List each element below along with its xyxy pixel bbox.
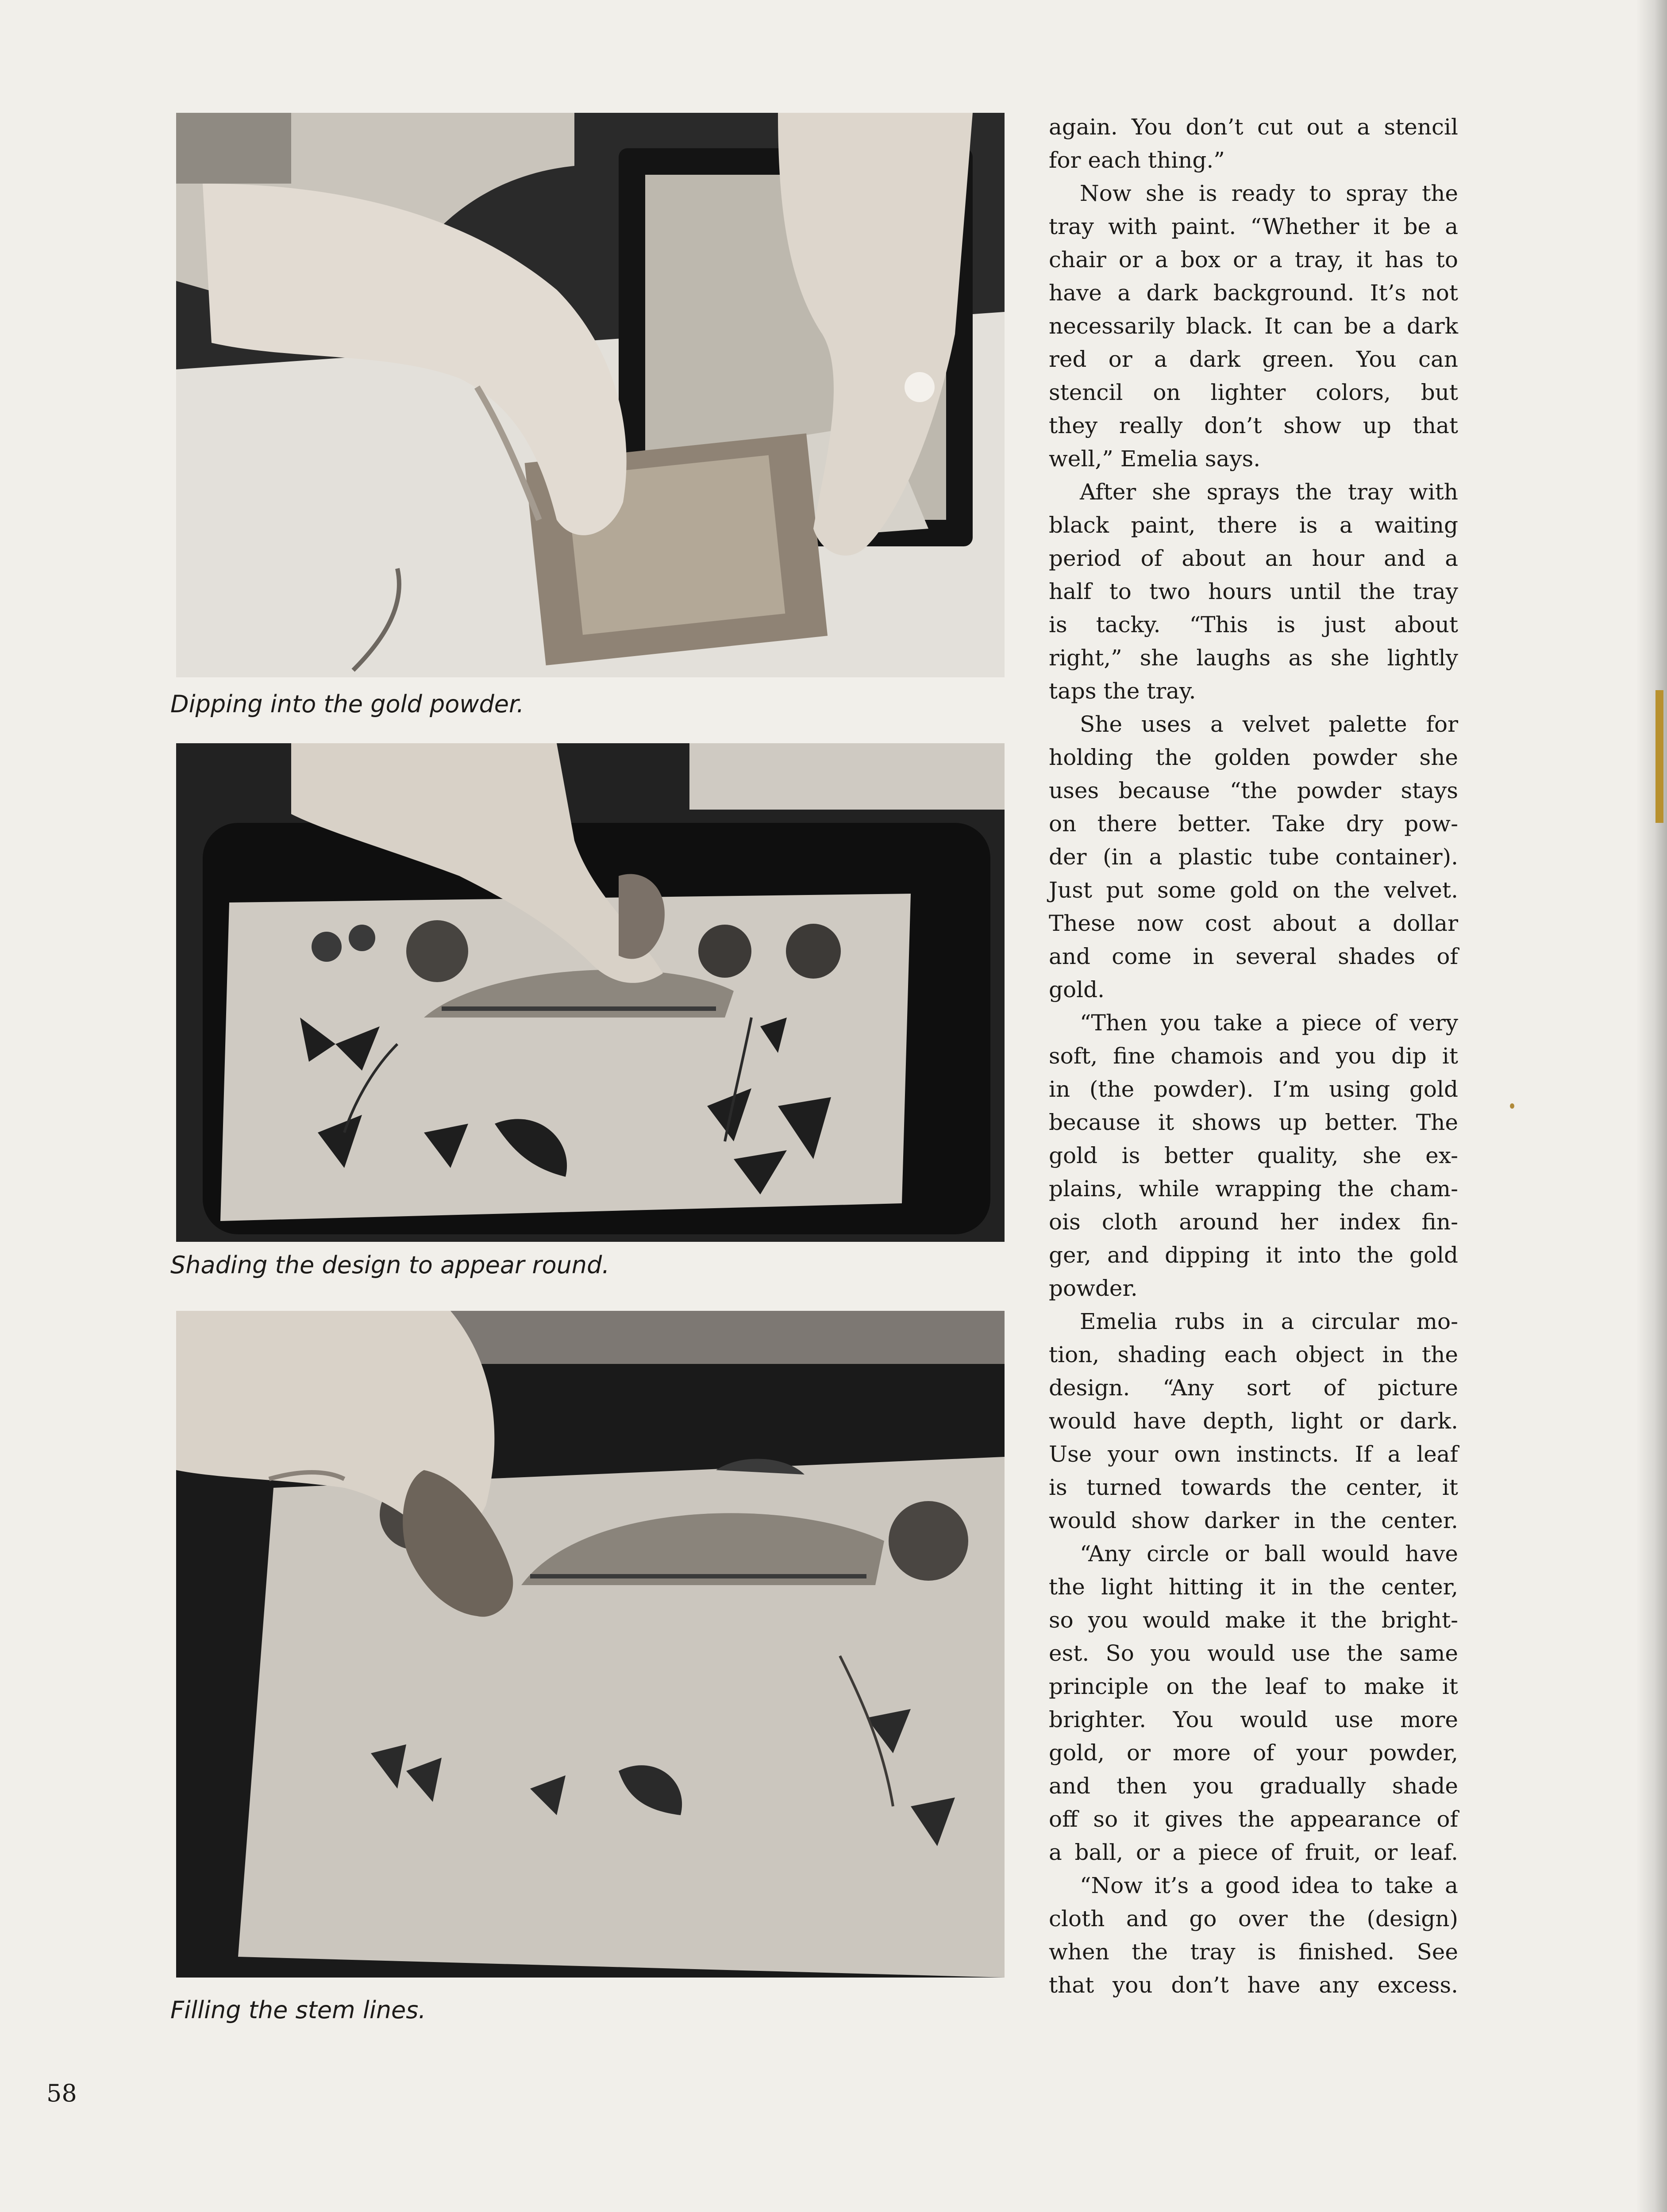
text-line: right,” she laughs as she lightly [1049, 645, 1458, 671]
page-edge-mark [1655, 690, 1663, 823]
text-line: in (the powder). I’m using gold [1049, 1076, 1458, 1102]
text-line: “Then you take a piece of very [1080, 1010, 1458, 1036]
photo-shading-illustration [176, 743, 1005, 1242]
text-line: again. You don’t cut out a stencil [1049, 114, 1458, 140]
text-line: for each thing.” [1049, 147, 1225, 173]
text-line: “Any circle or ball would have [1080, 1541, 1458, 1567]
text-line: These now cost about a dollar [1049, 910, 1458, 936]
text-line: gold is better quality, she ex- [1049, 1143, 1458, 1168]
page-number: 58 [46, 2079, 77, 2107]
text-line: because it shows up better. The [1049, 1110, 1458, 1135]
text-line: ois cloth around her index fin- [1049, 1209, 1458, 1235]
text-line: uses because “the powder stays [1049, 778, 1458, 803]
text-line: off so it gives the appearance of [1049, 1806, 1458, 1832]
text-line: cloth and go over the (design) [1049, 1906, 1458, 1932]
text-line: the light hitting it in the center, [1049, 1574, 1458, 1600]
text-line: plains, while wrapping the cham- [1049, 1176, 1458, 1202]
text-line: Use your own instincts. If a leaf [1049, 1441, 1458, 1467]
photo-filling-stem-lines [176, 1311, 1005, 1978]
text-line: stencil on lighter colors, but [1049, 380, 1458, 405]
photo-shading-design [176, 743, 1005, 1242]
text-line: and then you gradually shade [1049, 1773, 1458, 1799]
text-line: when the tray is finished. See [1049, 1939, 1458, 1965]
text-line: principle on the leaf to make it [1049, 1674, 1458, 1699]
text-line: Just put some gold on the velvet. [1049, 877, 1458, 903]
text-line: After she sprays the tray with [1080, 479, 1458, 505]
text-line: “Now it’s a good idea to take a [1080, 1873, 1458, 1898]
photo-caption: Dipping into the gold powder. [170, 690, 524, 718]
photo-dipping-gold-powder [176, 113, 1005, 677]
text-line: half to two hours until the tray [1049, 579, 1458, 604]
text-line: necessarily black. It can be a dark [1049, 313, 1458, 339]
text-line: der (in a plastic tube container). [1049, 844, 1458, 870]
article-text-column [1049, 111, 1458, 2002]
text-line: is tacky. “This is just about [1049, 612, 1458, 637]
text-line: period of about an hour and a [1049, 545, 1458, 571]
text-line: black paint, there is a waiting [1049, 512, 1458, 538]
text-line: they really don’t show up that [1049, 413, 1458, 438]
text-line: have a dark background. It’s not [1049, 280, 1458, 306]
photo-caption: Shading the design to appear round. [170, 1251, 610, 1279]
paper-speck [1510, 1103, 1514, 1109]
text-line: so you would make it the bright- [1049, 1607, 1458, 1633]
text-line: would show darker in the center. [1049, 1508, 1458, 1533]
text-line: tion, shading each object in the [1049, 1342, 1458, 1367]
photo-filling-illustration [176, 1311, 1005, 1978]
text-line: is turned towards the center, it [1049, 1475, 1458, 1500]
text-line: brighter. You would use more [1049, 1707, 1458, 1732]
text-line: chair or a box or a tray, it has to [1049, 247, 1458, 273]
text-line: holding the golden powder she [1049, 745, 1458, 770]
text-line: a ball, or a piece of fruit, or leaf. [1049, 1839, 1458, 1865]
text-line: taps the tray. [1049, 678, 1196, 704]
text-line: that you don’t have any excess. [1049, 1972, 1458, 1998]
text-line: and come in several shades of [1049, 944, 1458, 969]
text-line: gold, or more of your powder, [1049, 1740, 1458, 1766]
photo-caption: Filling the stem lines. [170, 1996, 426, 2024]
text-line: Emelia rubs in a circular mo- [1080, 1309, 1458, 1334]
text-line: soft, fine chamois and you dip it [1049, 1043, 1458, 1069]
text-line: Now she is ready to spray the [1080, 180, 1458, 206]
text-line: design. “Any sort of picture [1049, 1375, 1458, 1401]
text-line: gold. [1049, 977, 1105, 1002]
text-line: ger, and dipping it into the gold [1049, 1242, 1458, 1268]
photo-dipping-illustration [176, 113, 1005, 677]
text-line: powder. [1049, 1275, 1138, 1301]
text-line: well,” Emelia says. [1049, 446, 1261, 472]
text-line: est. So you would use the same [1049, 1640, 1458, 1666]
text-line: would have depth, light or dark. [1049, 1408, 1458, 1434]
text-line: tray with paint. “Whether it be a [1049, 214, 1458, 239]
text-line: on there better. Take dry pow- [1049, 811, 1458, 837]
page-spine-shadow [1636, 0, 1667, 2212]
text-line: red or a dark green. You can [1049, 346, 1458, 372]
text-line: She uses a velvet palette for [1080, 711, 1458, 737]
